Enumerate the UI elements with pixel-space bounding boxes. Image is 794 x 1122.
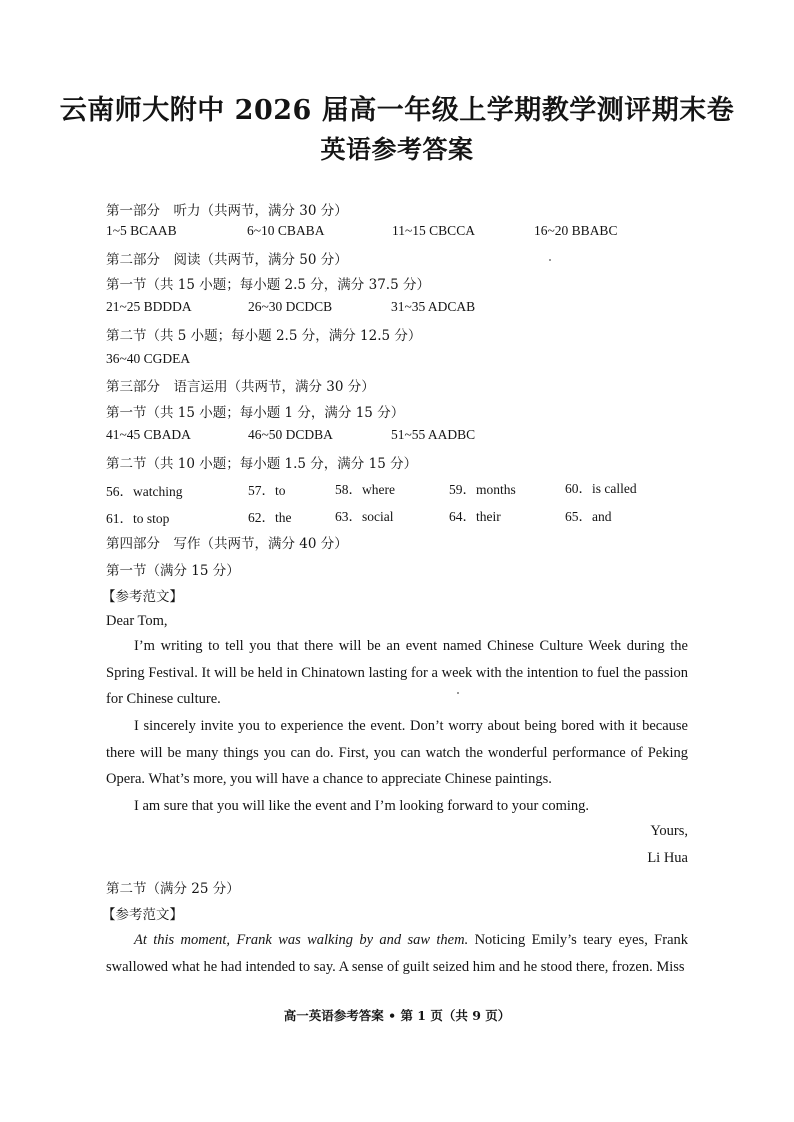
answer-group: 51~55 AADBC [391, 427, 476, 442]
part4-section1-heading: 第一节（满分 15 分） [106, 563, 240, 579]
part1-heading: 第一部分 听力（共两节，满分 30 分） [106, 203, 348, 219]
story-paragraph [106, 927, 688, 980]
letter-paragraph: I’m writing to tell you that there will be an event named Chinese Culture Week during the Spring Festival. It will be held in Chinatown lasting for a week with the intention to fuel the passion for Chinese culture. [106, 638, 688, 707]
model-essay-label: 【参考范文】 [102, 907, 183, 923]
part4-heading: 第四部分 写作（共两节，满分 40 分） [106, 536, 348, 552]
story-continuation: Noticing Emily’s teary eyes, Frank swallowed what he had intended to say. A sense of guilt seized him and he stood there, frozen. Miss [106, 932, 689, 975]
answer-group: 31~35 ADCAB [391, 299, 476, 314]
fill-answer: 60．is called [565, 481, 637, 496]
fill-answer: 58．where [335, 482, 395, 497]
fill-answer: 62．the [248, 510, 292, 525]
story-opening-sentence: At this moment, Frank was walking by and saw them. [134, 932, 469, 948]
answer-group: 1~5 BCAAB [106, 223, 177, 238]
answer-group: 36~40 CGDEA [106, 351, 191, 366]
answer-group: 21~25 BDDDA [106, 299, 192, 314]
letter-paragraph: I sincerely invite you to experience the event. Don’t worry about being bored with it because there will be many things you can do. First, you can watch the wonderful performance of Peking Opera. What’s more, you will have a chance to appreciate Chinese paintings. [106, 718, 688, 787]
answer-group: 16~20 BBABC [534, 223, 618, 238]
answer-group: 41~45 CBADA [106, 427, 191, 442]
page-footer: 高一英语参考答案 • 第 1 页（共 9 页） [283, 1008, 511, 1023]
part3-section2-heading: 第二节（共 10 小题；每小题 1.5 分，满分 15 分） [106, 456, 418, 472]
part3-section1-heading: 第一节（共 15 小题；每小题 1 分，满分 15 分） [106, 405, 405, 421]
page-subtitle: 英语参考答案 [320, 135, 474, 164]
fill-answer: 56．watching [106, 484, 183, 499]
letter-closing: Yours, [650, 823, 688, 839]
model-essay-label: 【参考范文】 [102, 589, 183, 605]
fill-answer: 65．and [565, 509, 612, 524]
page-title: 云南师大附中 2026 届高一年级上学期教学测评期末卷 [59, 95, 735, 126]
part4-section2-heading: 第二节（满分 25 分） [106, 881, 240, 897]
fill-answer: 63．social [335, 509, 394, 524]
answer-group: 26~30 DCDCB [248, 299, 333, 314]
letter-paragraph: I am sure that you will like the event and I’m looking forward to your coming. [134, 798, 590, 814]
scan-speck [549, 259, 551, 261]
part2-section1-heading: 第一节（共 15 小题；每小题 2.5 分，满分 37.5 分） [106, 277, 430, 293]
part2-section2-heading: 第二节（共 5 小题；每小题 2.5 分，满分 12.5 分） [106, 328, 422, 344]
answer-group: 46~50 DCDBA [248, 427, 333, 442]
fill-answer: 64．their [449, 509, 501, 524]
scan-speck [457, 692, 459, 694]
fill-answer: 59．months [449, 482, 516, 497]
letter-signature: Li Hua [647, 850, 688, 866]
fill-answer: 57．to [248, 483, 286, 498]
part3-heading: 第三部分 语言运用（共两节，满分 30 分） [106, 379, 375, 395]
part2-heading: 第二部分 阅读（共两节，满分 50 分） [106, 252, 348, 268]
letter-greeting: Dear Tom, [106, 613, 168, 629]
fill-answer: 61．to stop [106, 511, 170, 526]
answer-group: 6~10 CBABA [247, 223, 325, 238]
answer-group: 11~15 CBCCA [392, 223, 475, 238]
